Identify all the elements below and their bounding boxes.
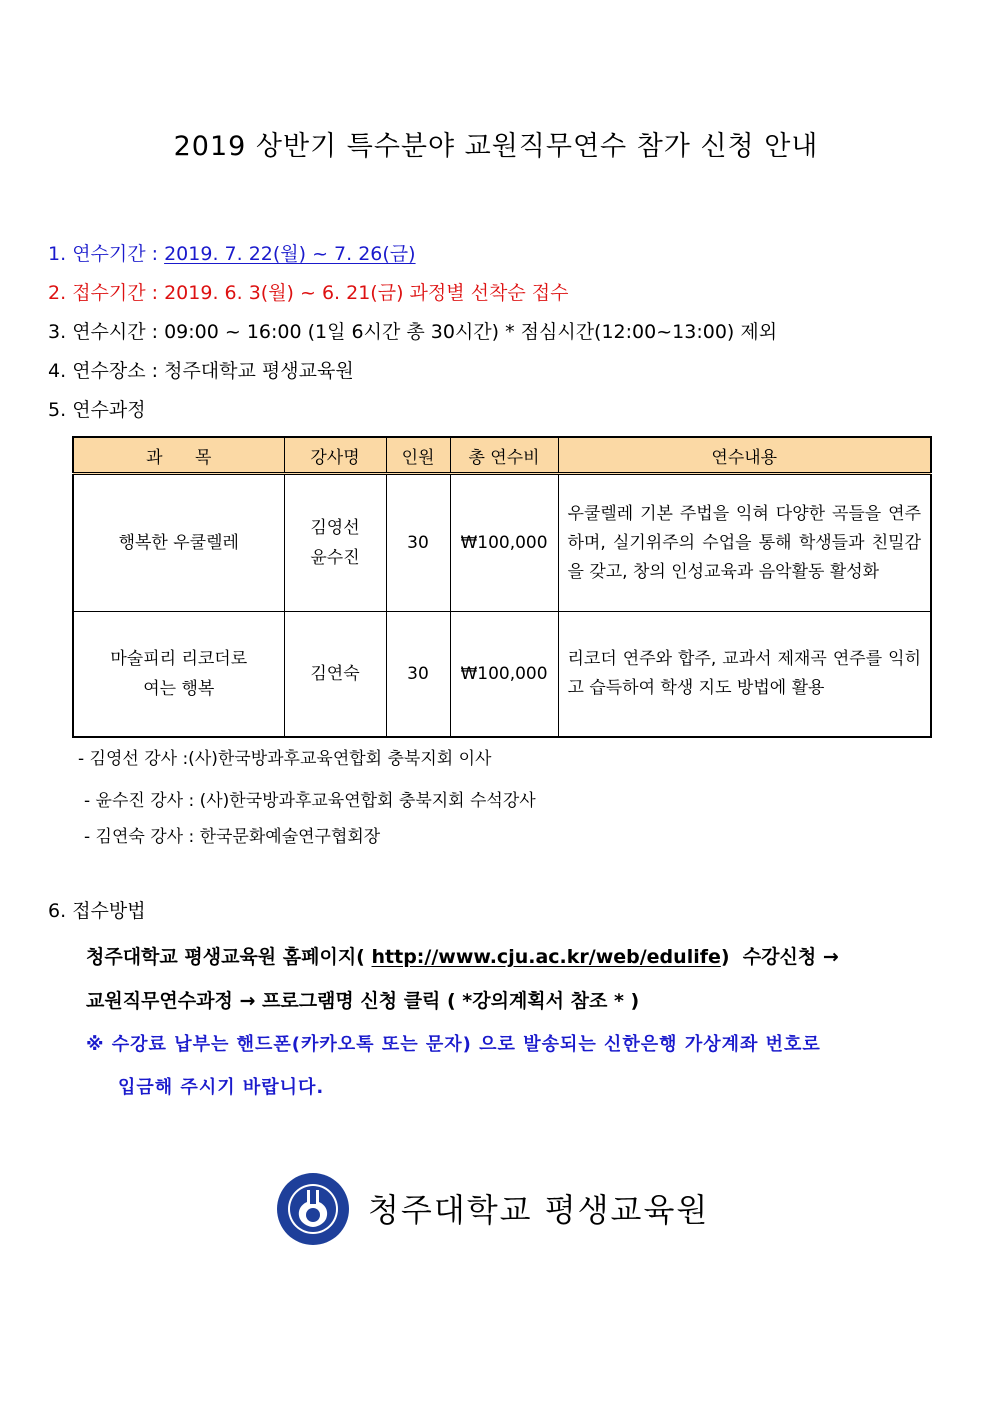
- item-number: 2.: [48, 282, 67, 304]
- item-place: [48, 358, 354, 384]
- item-method: [48, 898, 146, 924]
- period-value: 2019. 7. 22(월) ~ 7. 26(금): [164, 243, 416, 265]
- table-row: [73, 474, 931, 612]
- capacity-cell: 30: [386, 474, 450, 612]
- instructor-note: - 윤수진 강사 : (사)한국방과후교육연합회 충북지회 수석강사: [84, 791, 536, 811]
- header-fee: 총 연수비: [450, 437, 558, 474]
- instructor-note: - 김연숙 강사 : 한국문화예술연구협회장: [84, 827, 381, 847]
- instructor-note: - 김영선 강사 :(사)한국방과후교육연합회 충북지회 이사: [78, 749, 492, 769]
- homepage-link[interactable]: http://www.cju.ac.kr/web/edulife: [371, 946, 721, 968]
- payment-warning: 입금해 주시기 바랍니다.: [118, 1077, 325, 1098]
- item-period: [48, 241, 416, 267]
- time-value: 09:00 ~ 16:00 (1일 6시간 총 30시간) * 점심시간(12:00~13:00) 제외: [164, 321, 778, 343]
- capacity-cell: 30: [386, 612, 450, 738]
- item-application: [48, 280, 568, 306]
- subject-cell: 행복한 우쿨렐레: [73, 474, 284, 612]
- organization-name: 청주대학교 평생교육원: [368, 1191, 710, 1229]
- item-time: [48, 319, 777, 345]
- content-cell: 우쿨렐레 기본 주법을 익혀 다양한 곡들을 연주하며, 실기위주의 수업을 통해 학생들과 친밀감을 갖고, 창의 인성교육과 음악활동 활성화: [558, 474, 931, 612]
- item-label: 연수시간 :: [72, 321, 159, 343]
- item-number: 3.: [48, 321, 67, 343]
- page-title: 2019 상반기 특수분야 교원직무연수 참가 신청 안내: [173, 131, 819, 162]
- method-line-2: 교원직무연수과정 → 프로그램명 신청 클릭 ( *강의계획서 참조 * ): [86, 990, 640, 1012]
- item-number: 6.: [48, 900, 67, 922]
- header-instructor: 강사명: [284, 437, 386, 474]
- subject-line: 여는 행복: [143, 679, 215, 699]
- instructor-cell: 김연숙: [284, 612, 386, 738]
- application-value: 2019. 6. 3(월) ~ 6. 21(금) 과정별 선착순 접수: [164, 282, 569, 304]
- subject-cell: [73, 612, 284, 738]
- header-capacity: 인원: [386, 437, 450, 474]
- header-subject: 과 목: [73, 437, 284, 474]
- item-label: 접수방법: [72, 900, 146, 922]
- table-row: [73, 612, 931, 738]
- fee-cell: ₩100,000: [450, 612, 558, 738]
- method-text: 청주대학교 평생교육원 홈페이지(: [86, 946, 372, 968]
- method-line-1: [86, 942, 839, 969]
- university-seal-icon: [276, 1172, 350, 1246]
- item-label: 연수기간 :: [72, 243, 159, 265]
- payment-warning: ※ 수강료 납부는 핸드폰(카카오톡 또는 문자) 으로 발송되는 신한은행 가상계좌 번호로: [86, 1034, 821, 1055]
- instructor-name: 김영선: [310, 518, 360, 538]
- item-number: 4.: [48, 360, 67, 382]
- instructor-name: 윤수진: [310, 548, 360, 568]
- item-label: 연수과정: [72, 399, 146, 421]
- header-content: 연수내용: [558, 437, 931, 474]
- item-number: 1.: [48, 243, 67, 265]
- place-value: 청주대학교 평생교육원: [164, 360, 354, 382]
- table-header-row: [73, 437, 931, 474]
- fee-cell: ₩100,000: [450, 474, 558, 612]
- item-number: 5.: [48, 399, 67, 421]
- item-label: 연수장소 :: [72, 360, 159, 382]
- instructor-cell: [284, 474, 386, 612]
- method-text: ) 수강신청 →: [720, 946, 839, 968]
- item-label: 접수기간 :: [72, 282, 159, 304]
- course-table: [72, 436, 932, 738]
- subject-line: 마술피리 리코더로: [110, 649, 248, 669]
- content-cell: 리코더 연주와 합주, 교과서 제재곡 연주를 익히고 습득하여 학생 지도 방법에 활용: [558, 612, 931, 738]
- item-courses: [48, 397, 146, 423]
